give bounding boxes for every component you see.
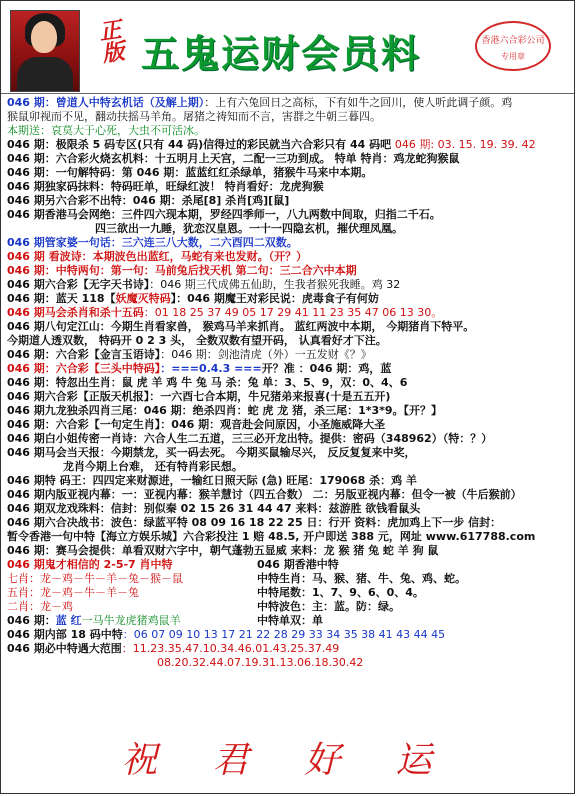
- text-line: 046 期：六合彩火烧玄机料：十五明月上天宫，二配一三功到成。 特单 特肖：鸡龙蛇狗猴鼠: [7, 152, 460, 165]
- text-line: 046 期六合彩【正版天机报】：一六酉七合本期，牛兄猪弟来报喜(十是五五开): [7, 390, 391, 403]
- prediction-right: [257, 558, 567, 628]
- text-line: 中特生肖：马、猴、猪、牛、兔、鸡、蛇。: [257, 572, 466, 585]
- text-line: 046 期：蓝天 118【妖魔灭特码】：046 期魔王对彩民说：虎毒食子有何妨: [7, 292, 379, 305]
- text-line: 046 期：六合彩【一句定生肖】：046 期：观音赴会问原因，小圣施威降大圣: [7, 418, 386, 431]
- text-line: 本期送：哀莫大于心死，大虫不可活冰。: [7, 124, 205, 137]
- text-line: 七肖：龙－鸡－牛－羊－兔－猴－鼠: [7, 572, 183, 585]
- text-line: 046 期：六合彩【三头中特码】：===0.4.3 ===开？准 ：046 期：鸡，蓝: [7, 362, 392, 375]
- text-line: 046 期：中特两句：第一句：马前兔后找天机 第二句：三二合六中本期: [7, 264, 357, 277]
- text-line: 046 期六合决战书：波色：绿蓝平特 08 09 16 18 22 25 日：行开 资料：虎加鸡上下一步 信封：: [7, 516, 502, 529]
- text-line: 046 期：六合彩【金言玉语诗】：046 期：剑池清虎（外）一五发财《？》: [7, 348, 372, 361]
- text-line: 暂令香港一句中特【海立方娱乐城】六合彩投注 1 赔 48.5, 开户即送 388 元，网址 www.617788.com: [7, 530, 536, 543]
- text-line: 二肖：龙－鸡: [7, 600, 73, 613]
- prediction-block: [7, 558, 568, 628]
- blessing-text: 祝 君 好 运: [121, 740, 454, 781]
- portrait-photo: [10, 10, 80, 92]
- text-line: 046 期：蓝 红一马牛龙虎猪鸡鼠羊: [7, 614, 181, 627]
- text-line: 中特尾数：1、7、9、6、0、4。: [257, 586, 424, 599]
- text-line: 五肖：龙－鸡－牛－羊－兔: [7, 586, 139, 599]
- text-line: 今期道人透双数， 特码开 0 2 3 头， 全数双数有望开码， 认真看好才下注。: [7, 334, 387, 347]
- text-line: 046 期：一句解特码：第 046 期：蓝蓝红红杀绿单，猪猴牛马来中本期。: [7, 166, 373, 179]
- text-line: 046 期马会杀肖和杀十五码：01 18 25 37 49 05 17 29 41 11 23 35 47 06 13 30。: [7, 306, 443, 319]
- text-line: 046 期特 码王：四四定来财源进，一输红日照天际 (急) 旺尾：179068 杀：鸡 羊: [7, 474, 417, 487]
- text-line: 046 期：赛马会提供：单看双财六字中，朝气蓬勃五显威 来料：龙 猴 猪 兔 蛇 羊 狗 鼠: [7, 544, 439, 557]
- text-line: 046 期：极限杀 5 码专区(只有 44 码)信得过的彩民就当六合彩只有 44 码吧 046 期: 03. 15. 19. 39. 42: [7, 138, 536, 151]
- text-line: 046 期鬼才相信的 2-5-7 肖中特: [7, 558, 173, 571]
- text-line: 046 期马会当天报：今期禁龙，买一码去死。 今期买鼠输尽兴， 反反复复来中奖，: [7, 446, 416, 459]
- text-line: 046 期 看波诗：本期波色出蓝红，马蛇有来也发财。（开？）: [7, 250, 308, 263]
- seal-text-line2: 专用章: [501, 52, 525, 61]
- text-line: 046 期双龙戏珠料：信封：别似秦 02 15 26 31 44 47 来料：兹游胜 欲钱看鼠头: [7, 502, 421, 515]
- company-seal: [475, 21, 551, 71]
- header: [1, 1, 574, 94]
- content-area: [1, 94, 574, 670]
- text-line: 046 期八句定江山：今期生肖看家兽， 猴鸡马羊来抓肖。 蓝红两波中本期， 今期猪肖下特平。: [7, 320, 475, 333]
- text-line: 046 期另六合彩不出特：046 期：杀尾[8] 杀肖[鸡][鼠]: [7, 194, 290, 207]
- text-line: 046 期香港中特: [257, 558, 339, 571]
- text-line: 中特单双：单: [257, 614, 323, 627]
- text-line: 四三欲出一九睡，犹恋汉皇恩。一十一四隐玄机，摧伏理凤凰。: [95, 222, 403, 235]
- text-line: 046 期内版亚视内幕：一：亚视内幕：猴羊慧讨（四五合数） 二：另版亚视内幕：但令一被（牛后猴前）: [7, 488, 522, 501]
- text-line: 046 期白小姐传密一肖诗：六合人生二五道，三三必开龙出特。提供：密码（348962）（特：？）: [7, 432, 493, 445]
- text-line: 046 期内部 18 码中特：06 07 09 10 13 17 21 22 28 29 33 34 35 38 41 43 44 45: [7, 628, 446, 641]
- text-line: 046 期必中特遇大范围：11.23.35.47.10.34.46.01.43.25.37.49: [7, 642, 340, 655]
- text-line: 046 期九龙独杀四肖三尾：046 期：绝杀四肖：蛇 虎 龙 猪，杀三尾：1*3*9。【开？】: [7, 404, 443, 417]
- text-line: 046 期独家码抹料：特码旺单，旺绿红波！ 特肖看好：龙虎狗猴: [7, 180, 324, 193]
- text-line: 08.20.32.44.07.19.31.13.06.18.30.42: [157, 656, 364, 669]
- page-title: 五鬼运财会员料: [141, 31, 422, 76]
- seal-text-line1: 香港六合彩公司: [481, 36, 545, 46]
- text-line: 046 期：曾道人中特玄机话（及解上期）：上有六兔回日之高标，下有如牛之回川，使人听此调子颜。鸡: [7, 96, 513, 109]
- text-line: 046 期六合彩【无字天书诗】：046 期三代成佛五仙助，生我者猴死我睡。鸡 32: [7, 278, 401, 291]
- prediction-left: [7, 558, 257, 628]
- text-line: 046 期香港马会网绝：三件四六现本期，罗经四季师一，八九两数中间取，归指二千石。: [7, 208, 441, 221]
- text-line: 中特波色：主：蓝。防：绿。: [257, 600, 400, 613]
- text-line: 046 期：特忽出生肖：鼠 虎 羊 鸡 牛 兔 马 杀：兔 单：3、5、9，双：0、4、6: [7, 376, 408, 389]
- side-label: 正版: [97, 17, 127, 68]
- text-line: 龙肖今期上台难， 还有特肖彩民想。: [63, 460, 243, 473]
- text-line: 046 期管家婆一句话：三六连三八大数，二六酉四二双数。: [7, 236, 298, 249]
- text-line: 猴鼠卯视而不见，翻动扶摇马羊角。屠猪之祷知而不言，害群之牛朝三暮四。: [7, 110, 381, 123]
